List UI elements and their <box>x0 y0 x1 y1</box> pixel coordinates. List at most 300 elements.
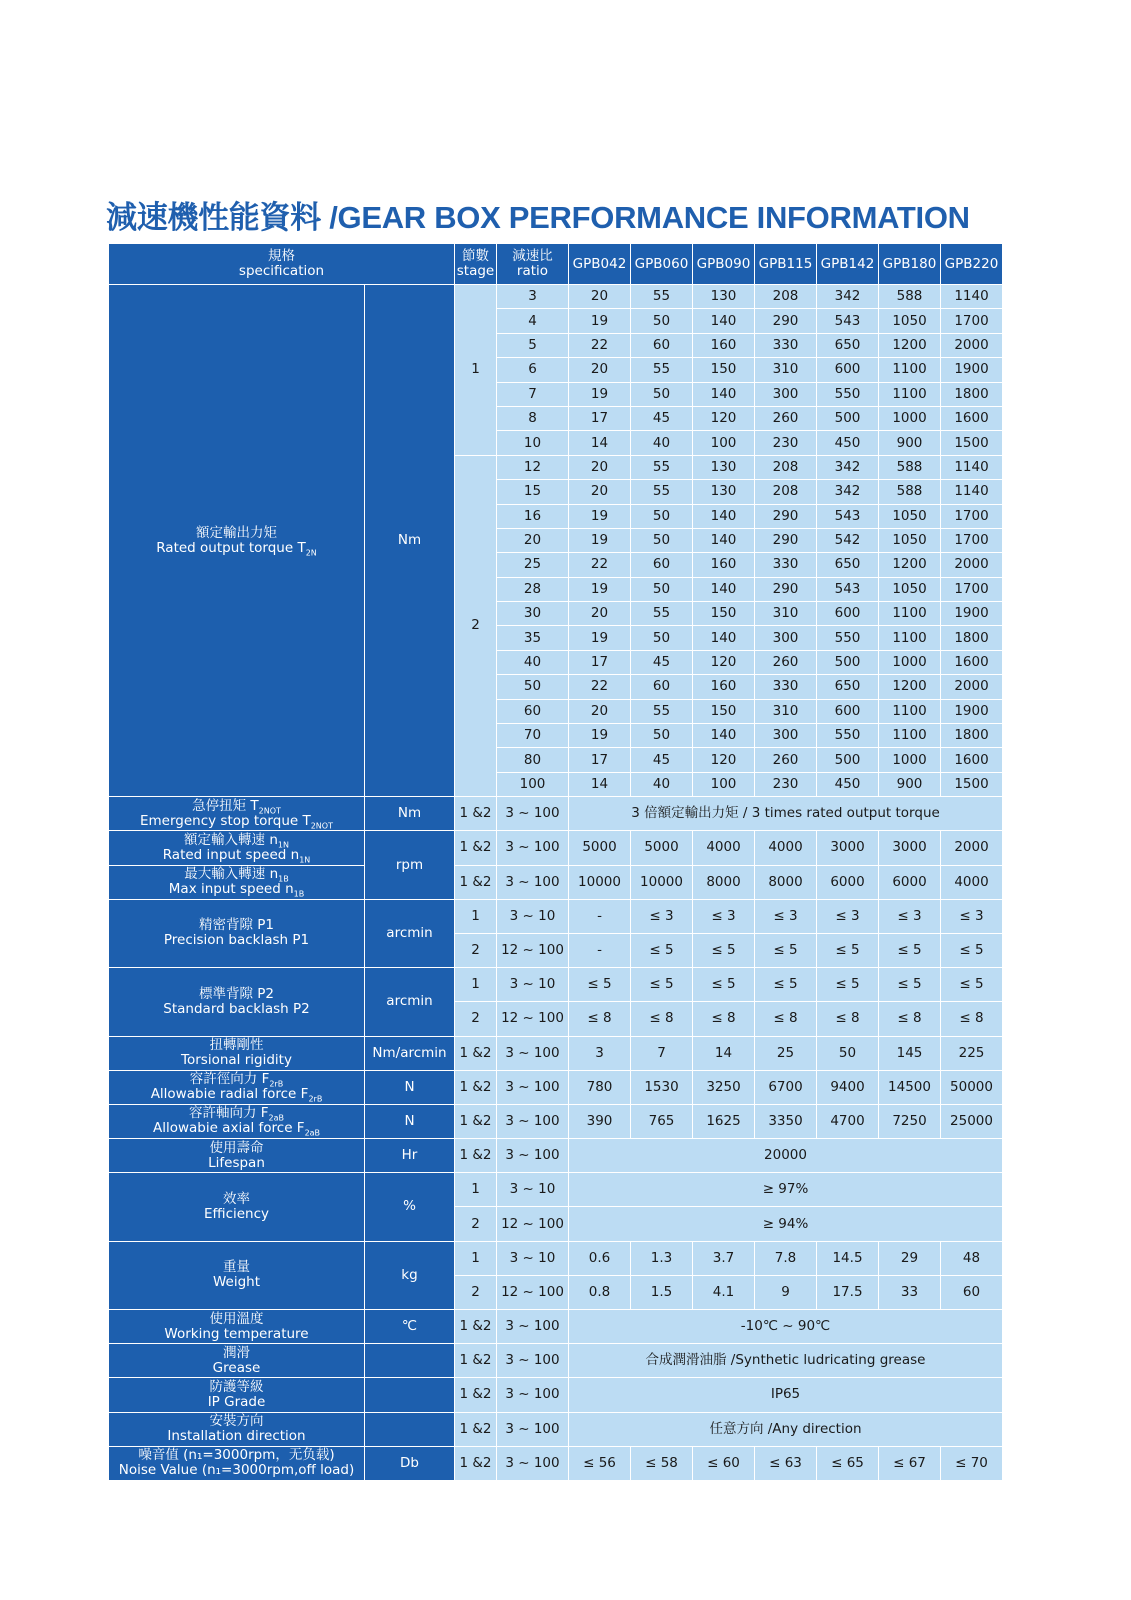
value-cell: 300 <box>755 724 817 748</box>
lifespan-label-zh-text: 使用壽命 <box>209 1139 264 1156</box>
value-cell: 55 <box>631 699 693 723</box>
radial-label-zh-text: 容許徑向力 F <box>189 1071 270 1088</box>
stage-cell: 2 <box>455 933 497 967</box>
speed-unit: rpm <box>365 831 455 899</box>
value-cell: 1.5 <box>631 1275 693 1309</box>
efficiency-value: ≥ 97% <box>569 1173 1003 1207</box>
stage-cell: 1 &2 <box>455 1378 497 1412</box>
value-cell: 1500 <box>941 431 1003 455</box>
value-cell: ≤ 8 <box>941 1002 1003 1036</box>
standard-row <box>109 968 1003 1002</box>
value-cell: 1100 <box>879 358 941 382</box>
torque-row <box>109 285 1003 309</box>
value-cell: 4000 <box>941 865 1003 899</box>
value-cell: 3000 <box>879 831 941 865</box>
value-cell: 600 <box>817 699 879 723</box>
value-cell: ≤ 8 <box>879 1002 941 1036</box>
ratio-cell: 28 <box>497 577 569 601</box>
value-cell: 290 <box>755 309 817 333</box>
precision-unit: arcmin <box>365 899 455 967</box>
value-cell: 550 <box>817 382 879 406</box>
value-cell: ≤ 5 <box>817 968 879 1002</box>
value-cell: 130 <box>693 480 755 504</box>
value-cell: ≤ 5 <box>631 933 693 967</box>
value-cell: 22 <box>569 675 631 699</box>
emergency-label-en-sub: 2NOT <box>310 821 333 831</box>
stage-cell: 1 <box>455 1241 497 1275</box>
torque-label <box>109 285 365 797</box>
value-cell: ≤ 67 <box>879 1446 941 1480</box>
value-cell: 1700 <box>941 504 1003 528</box>
value-cell: 342 <box>817 285 879 309</box>
value-cell: 543 <box>817 577 879 601</box>
radial-row <box>109 1070 1003 1104</box>
ratio-cell: 20 <box>497 528 569 552</box>
value-cell: 290 <box>755 528 817 552</box>
value-cell: 60 <box>941 1275 1003 1309</box>
value-cell: 230 <box>755 431 817 455</box>
value-cell: 160 <box>693 333 755 357</box>
page-title: 減速機性能資料 /GEAR BOX PERFORMANCE INFORMATION <box>106 200 970 235</box>
value-cell: ≤ 5 <box>879 933 941 967</box>
value-cell: 1625 <box>693 1104 755 1138</box>
rigidity-label-en-text: Torsional rigidity <box>181 1052 292 1069</box>
value-cell: 50 <box>631 309 693 333</box>
torque-label-sub: 2N <box>305 548 317 558</box>
emergency-unit: Nm <box>365 797 455 831</box>
value-cell: 1100 <box>879 382 941 406</box>
value-cell: ≤ 58 <box>631 1446 693 1480</box>
value-cell: 50 <box>631 626 693 650</box>
value-cell: 260 <box>755 406 817 430</box>
value-cell: 50 <box>817 1036 879 1070</box>
ratio-cell: 15 <box>497 480 569 504</box>
value-cell: 140 <box>693 724 755 748</box>
grease-label <box>109 1344 365 1378</box>
value-cell: 310 <box>755 358 817 382</box>
value-cell: 130 <box>693 285 755 309</box>
value-cell: 1140 <box>941 285 1003 309</box>
stage-cell: 2 <box>455 1002 497 1036</box>
stage-cell: 2 <box>455 1207 497 1241</box>
temperature-row <box>109 1310 1003 1344</box>
stage-cell: 1 &2 <box>455 1344 497 1378</box>
value-cell: 500 <box>817 748 879 772</box>
value-cell: 1140 <box>941 455 1003 479</box>
ratio-cell: 3 ~ 100 <box>497 1378 569 1412</box>
install-value: 任意方向 /Any direction <box>569 1412 1003 1446</box>
spec-header-en: specification <box>238 263 325 279</box>
ratio-cell: 7 <box>497 382 569 406</box>
value-cell: 310 <box>755 699 817 723</box>
rigidity-label-zh-text: 扭轉剛性 <box>209 1037 264 1054</box>
value-cell: 542 <box>817 528 879 552</box>
ratio-cell: 12 ~ 100 <box>497 933 569 967</box>
efficiency-label-zh <box>109 1192 364 1207</box>
stage-cell: 1 &2 <box>455 1446 497 1480</box>
install-row <box>109 1412 1003 1446</box>
value-cell: 150 <box>693 602 755 626</box>
axial-row <box>109 1104 1003 1138</box>
value-cell: 140 <box>693 309 755 333</box>
stage-cell: 1 &2 <box>455 1070 497 1104</box>
stage-cell: 1 &2 <box>455 1412 497 1446</box>
axial-label-zh-sub: 2aB <box>268 1114 285 1124</box>
value-cell: 650 <box>817 675 879 699</box>
value-cell: 5000 <box>631 831 693 865</box>
value-cell: 4000 <box>693 831 755 865</box>
value-cell: 2000 <box>941 675 1003 699</box>
value-cell: 50 <box>631 577 693 601</box>
value-cell: ≤ 5 <box>817 933 879 967</box>
value-cell: 0.8 <box>569 1275 631 1309</box>
stage-cell: 1 &2 <box>455 1139 497 1173</box>
value-cell: 5000 <box>569 831 631 865</box>
ratio-cell: 3 ~ 100 <box>497 1104 569 1138</box>
value-cell: 145 <box>879 1036 941 1070</box>
value-cell: 765 <box>631 1104 693 1138</box>
ratio-header <box>497 244 569 285</box>
value-cell: 100 <box>693 431 755 455</box>
precision-row <box>109 899 1003 933</box>
ratio-cell: 3 ~ 100 <box>497 797 569 831</box>
stage-header-en: stage <box>456 263 495 279</box>
grease-label-en <box>109 1361 364 1376</box>
value-cell: 8000 <box>693 865 755 899</box>
value-cell: 40 <box>631 772 693 796</box>
value-cell: 45 <box>631 406 693 430</box>
grease-unit <box>365 1344 455 1378</box>
model-header: GPB142 <box>817 244 879 285</box>
stage-cell: 1 &2 <box>455 1036 497 1070</box>
value-cell: 60 <box>631 675 693 699</box>
value-cell: 140 <box>693 504 755 528</box>
value-cell: 17 <box>569 748 631 772</box>
value-cell: 48 <box>941 1241 1003 1275</box>
value-cell: 1100 <box>879 602 941 626</box>
ratio-cell: 35 <box>497 626 569 650</box>
value-cell: 342 <box>817 480 879 504</box>
weight-label <box>109 1241 365 1309</box>
noise-unit: Db <box>365 1446 455 1480</box>
ip-label <box>109 1378 365 1412</box>
ip-unit <box>365 1378 455 1412</box>
ratio-cell: 60 <box>497 699 569 723</box>
radial-label-en-sub: 2rB <box>308 1094 323 1104</box>
value-cell: 1140 <box>941 480 1003 504</box>
value-cell: 8000 <box>755 865 817 899</box>
value-cell: 7.8 <box>755 1241 817 1275</box>
noise-label <box>109 1446 365 1480</box>
install-unit <box>365 1412 455 1446</box>
ratio-cell: 6 <box>497 358 569 382</box>
value-cell: 330 <box>755 675 817 699</box>
value-cell: 450 <box>817 772 879 796</box>
value-cell: 4000 <box>755 831 817 865</box>
install-label-en <box>109 1429 364 1444</box>
value-cell: 1000 <box>879 650 941 674</box>
value-cell: ≤ 8 <box>631 1002 693 1036</box>
emergency-value: 3 倍額定輸出力矩 / 3 times rated output torque <box>569 797 1003 831</box>
ratio-cell: 3 ~ 10 <box>497 968 569 1002</box>
value-cell: 22 <box>569 333 631 357</box>
value-cell: ≤ 5 <box>941 968 1003 1002</box>
value-cell: 6700 <box>755 1070 817 1104</box>
weight-label-zh <box>109 1260 364 1275</box>
value-cell: 600 <box>817 602 879 626</box>
install-label-zh-text: 安裝方向 <box>209 1413 264 1430</box>
value-cell: 208 <box>755 455 817 479</box>
value-cell: 100 <box>693 772 755 796</box>
rated_speed-label-zh-text: 額定輸入轉速 n <box>184 831 278 848</box>
value-cell: 140 <box>693 626 755 650</box>
rigidity-label-en <box>109 1053 364 1068</box>
spec-header-zh: 規格 <box>268 248 295 264</box>
rated_speed-label-en <box>109 848 364 863</box>
value-cell: 4700 <box>817 1104 879 1138</box>
value-cell: 1700 <box>941 577 1003 601</box>
stage-cell: 1 &2 <box>455 1310 497 1344</box>
rated_speed-label-zh <box>109 833 364 848</box>
value-cell: 650 <box>817 333 879 357</box>
value-cell: 1900 <box>941 699 1003 723</box>
max_speed-label-zh <box>109 867 364 882</box>
value-cell: 10000 <box>631 865 693 899</box>
model-header: GPB060 <box>631 244 693 285</box>
lifespan-label-en-text: Lifespan <box>208 1154 265 1171</box>
value-cell: 14 <box>569 772 631 796</box>
value-cell: ≤ 65 <box>817 1446 879 1480</box>
value-cell: 17.5 <box>817 1275 879 1309</box>
temperature-label-en <box>109 1327 364 1342</box>
value-cell: 1050 <box>879 309 941 333</box>
value-cell: 19 <box>569 528 631 552</box>
ip-label-zh <box>109 1380 364 1395</box>
value-cell: 230 <box>755 772 817 796</box>
emergency-label-en-text: Emergency stop torque T <box>140 812 311 829</box>
value-cell: 14 <box>693 1036 755 1070</box>
weight-label-zh-text: 重量 <box>223 1259 250 1276</box>
value-cell: 19 <box>569 382 631 406</box>
value-cell: 140 <box>693 382 755 406</box>
value-cell: 290 <box>755 577 817 601</box>
stage-cell: 1 <box>455 1173 497 1207</box>
rated_speed-label-en-text: Rated input speed n <box>162 846 300 863</box>
noise-label-en-text: Noise Value (n₁=3000rpm,off load) <box>118 1462 355 1479</box>
value-cell: 1800 <box>941 626 1003 650</box>
value-cell: 55 <box>631 285 693 309</box>
value-cell: 900 <box>879 772 941 796</box>
temperature-unit: ℃ <box>365 1310 455 1344</box>
axial-label-en-sub: 2aB <box>304 1129 321 1139</box>
efficiency-label-zh-text: 效率 <box>223 1190 250 1207</box>
value-cell: 140 <box>693 577 755 601</box>
axial-label <box>109 1104 365 1138</box>
torque-label-en <box>109 541 364 556</box>
value-cell: 50000 <box>941 1070 1003 1104</box>
rigidity-unit: Nm/arcmin <box>365 1036 455 1070</box>
value-cell: 1000 <box>879 406 941 430</box>
value-cell: ≤ 3 <box>755 899 817 933</box>
max_speed-label-en <box>109 882 364 897</box>
value-cell: 1100 <box>879 699 941 723</box>
rated_speed-label-en-sub: 1N <box>299 855 311 865</box>
rated-speed-row <box>109 831 1003 865</box>
value-cell: 50 <box>631 382 693 406</box>
axial-unit: N <box>365 1104 455 1138</box>
precision-label <box>109 899 365 967</box>
radial-unit: N <box>365 1070 455 1104</box>
emergency-label-zh <box>109 799 364 814</box>
value-cell: 160 <box>693 675 755 699</box>
value-cell: 7 <box>631 1036 693 1070</box>
value-cell: 19 <box>569 626 631 650</box>
precision-label-zh-text: 精密背隙 P1 <box>198 917 275 934</box>
value-cell: ≤ 3 <box>941 899 1003 933</box>
ratio-cell: 3 ~ 10 <box>497 899 569 933</box>
value-cell: 3.7 <box>693 1241 755 1275</box>
ratio-cell: 3 ~ 100 <box>497 1310 569 1344</box>
value-cell: 1600 <box>941 748 1003 772</box>
value-cell: 550 <box>817 626 879 650</box>
value-cell: 120 <box>693 650 755 674</box>
value-cell: 6000 <box>817 865 879 899</box>
grease-label-zh-text: 潤滑 <box>223 1344 250 1361</box>
grease-label-zh <box>109 1346 364 1361</box>
value-cell: 1100 <box>879 626 941 650</box>
value-cell: 130 <box>693 455 755 479</box>
rigidity-row <box>109 1036 1003 1070</box>
value-cell: 500 <box>817 650 879 674</box>
value-cell: 1050 <box>879 528 941 552</box>
noise-label-en <box>109 1463 364 1478</box>
temperature-label-en-text: Working temperature <box>164 1325 309 1342</box>
lifespan-unit: Hr <box>365 1139 455 1173</box>
ratio-cell: 50 <box>497 675 569 699</box>
lifespan-label-zh <box>109 1141 364 1156</box>
value-cell: - <box>569 899 631 933</box>
stage-cell: 1 <box>455 968 497 1002</box>
value-cell: 1530 <box>631 1070 693 1104</box>
radial-label-en-text: Allowabie radial force F <box>150 1086 309 1103</box>
value-cell: 6000 <box>879 865 941 899</box>
value-cell: ≤ 8 <box>569 1002 631 1036</box>
emergency-label <box>109 797 365 831</box>
value-cell: 17 <box>569 650 631 674</box>
ratio-cell: 3 ~ 100 <box>497 1446 569 1480</box>
value-cell: ≤ 3 <box>693 899 755 933</box>
ratio-cell: 8 <box>497 406 569 430</box>
value-cell: 310 <box>755 602 817 626</box>
value-cell: 10000 <box>569 865 631 899</box>
weight-row <box>109 1241 1003 1275</box>
value-cell: 1900 <box>941 602 1003 626</box>
ratio-cell: 40 <box>497 650 569 674</box>
lifespan-label <box>109 1139 365 1173</box>
value-cell: ≤ 3 <box>879 899 941 933</box>
ratio-cell: 16 <box>497 504 569 528</box>
torque-label-en-text: Rated output torque T <box>156 539 306 556</box>
ratio-cell: 4 <box>497 309 569 333</box>
value-cell: 1700 <box>941 309 1003 333</box>
value-cell: 45 <box>631 650 693 674</box>
value-cell: ≤ 63 <box>755 1446 817 1480</box>
standard-label-en <box>109 1002 364 1017</box>
emergency-row <box>109 797 1003 831</box>
ratio-header-en: ratio <box>516 263 549 279</box>
ratio-cell: 10 <box>497 431 569 455</box>
value-cell: 9400 <box>817 1070 879 1104</box>
value-cell: 60 <box>631 333 693 357</box>
grease-row <box>109 1344 1003 1378</box>
value-cell: 9 <box>755 1275 817 1309</box>
max_speed-label <box>109 865 365 899</box>
value-cell: 150 <box>693 699 755 723</box>
value-cell: 20 <box>569 285 631 309</box>
value-cell: 543 <box>817 504 879 528</box>
value-cell: 0.6 <box>569 1241 631 1275</box>
rated_speed-label-zh-sub: 1N <box>277 840 289 850</box>
value-cell: 1800 <box>941 382 1003 406</box>
value-cell: 1800 <box>941 724 1003 748</box>
value-cell: 1600 <box>941 406 1003 430</box>
value-cell: 3 <box>569 1036 631 1070</box>
value-cell: 500 <box>817 406 879 430</box>
max_speed-label-en-sub: 1B <box>293 889 305 899</box>
efficiency-unit: % <box>365 1173 455 1241</box>
temperature-label <box>109 1310 365 1344</box>
value-cell: 14500 <box>879 1070 941 1104</box>
temperature-value: -10℃ ~ 90℃ <box>569 1310 1003 1344</box>
ratio-cell: 12 ~ 100 <box>497 1002 569 1036</box>
value-cell: 342 <box>817 455 879 479</box>
axial-label-zh <box>109 1105 364 1124</box>
efficiency-label-en-text: Efficiency <box>203 1205 270 1222</box>
radial-label-en <box>109 1087 364 1102</box>
ratio-cell: 12 ~ 100 <box>497 1275 569 1309</box>
install-label-zh <box>109 1414 364 1429</box>
value-cell: 1200 <box>879 553 941 577</box>
value-cell: 1500 <box>941 772 1003 796</box>
value-cell: 19 <box>569 577 631 601</box>
value-cell: 588 <box>879 480 941 504</box>
value-cell: 55 <box>631 602 693 626</box>
value-cell: 25 <box>755 1036 817 1070</box>
efficiency-label-en <box>109 1207 364 1222</box>
standard-label-zh-text: 標準背隙 P2 <box>198 985 275 1002</box>
value-cell: - <box>569 933 631 967</box>
stage-cell: 2 <box>455 1275 497 1309</box>
value-cell: ≤ 3 <box>631 899 693 933</box>
value-cell: 50 <box>631 528 693 552</box>
value-cell: 50 <box>631 724 693 748</box>
value-cell: 14.5 <box>817 1241 879 1275</box>
value-cell: 33 <box>879 1275 941 1309</box>
ratio-cell: 3 ~ 100 <box>497 865 569 899</box>
standard-label-zh <box>109 987 364 1002</box>
axial-label-zh-text: 容許軸向力 F <box>188 1105 269 1122</box>
ip-label-zh-text: 防護等級 <box>209 1378 264 1395</box>
value-cell: 1900 <box>941 358 1003 382</box>
value-cell: 55 <box>631 358 693 382</box>
ratio-cell: 3 ~ 100 <box>497 1036 569 1070</box>
value-cell: ≤ 5 <box>941 933 1003 967</box>
value-cell: 7250 <box>879 1104 941 1138</box>
model-header: GPB220 <box>941 244 1003 285</box>
value-cell: ≤ 5 <box>693 968 755 1002</box>
weight-unit: kg <box>365 1241 455 1309</box>
value-cell: 1100 <box>879 724 941 748</box>
